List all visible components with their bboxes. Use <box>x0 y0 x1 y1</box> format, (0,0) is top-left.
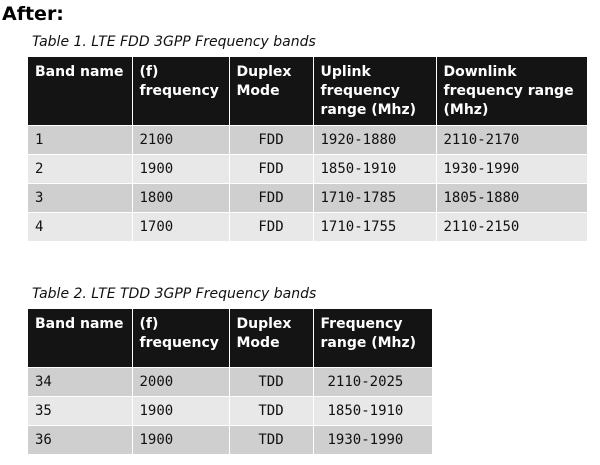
lte-fdd-bands-table <box>28 57 587 241</box>
band-name-cell: 36 <box>28 426 132 455</box>
column-header-frequency-range: Frequency range (Mhz) <box>313 309 432 368</box>
frequency-cell: 1900 <box>132 155 229 184</box>
table-row <box>28 155 587 184</box>
duplex-mode-cell: TDD <box>229 397 313 426</box>
table-1-caption: Table 1. LTE FDD 3GPP Frequency bands <box>32 34 316 50</box>
column-header-duplex-mode: Duplex Mode <box>229 57 313 126</box>
frequency-range-cell: 1930-1990 <box>313 426 432 455</box>
duplex-mode-cell: FDD <box>229 155 313 184</box>
column-header-uplink-range: Uplink frequency range (Mhz) <box>313 57 436 126</box>
column-header-frequency: (f) frequency <box>132 309 229 368</box>
band-name-cell: 34 <box>28 368 132 397</box>
frequency-cell: 1900 <box>132 397 229 426</box>
column-header-band-name: Band name <box>28 309 132 368</box>
column-header-downlink-range: Downlink frequency range (Mhz) <box>436 57 587 126</box>
table-row <box>28 126 587 155</box>
band-name-cell: 35 <box>28 397 132 426</box>
band-name-cell: 1 <box>28 126 132 155</box>
frequency-range-cell: 1850-1910 <box>313 397 432 426</box>
table-row <box>28 397 432 426</box>
duplex-mode-cell: TDD <box>229 426 313 455</box>
duplex-mode-cell: FDD <box>229 126 313 155</box>
column-header-band-name: Band name <box>28 57 132 126</box>
lte-tdd-bands-table <box>28 309 432 454</box>
column-header-frequency: (f) frequency <box>132 57 229 126</box>
downlink-range-cell: 1930-1990 <box>436 155 587 184</box>
downlink-range-cell: 2110-2170 <box>436 126 587 155</box>
table-row <box>28 184 587 213</box>
frequency-cell: 2100 <box>132 126 229 155</box>
column-header-duplex-mode: Duplex Mode <box>229 309 313 368</box>
uplink-range-cell: 1850-1910 <box>313 155 436 184</box>
duplex-mode-cell: TDD <box>229 368 313 397</box>
duplex-mode-cell: FDD <box>229 213 313 242</box>
band-name-cell: 3 <box>28 184 132 213</box>
frequency-cell: 1900 <box>132 426 229 455</box>
table-row <box>28 426 432 455</box>
band-name-cell: 4 <box>28 213 132 242</box>
duplex-mode-cell: FDD <box>229 184 313 213</box>
uplink-range-cell: 1710-1755 <box>313 213 436 242</box>
table-row <box>28 368 432 397</box>
downlink-range-cell: 1805-1880 <box>436 184 587 213</box>
uplink-range-cell: 1920-1880 <box>313 126 436 155</box>
table-row <box>28 213 587 242</box>
frequency-cell: 2000 <box>132 368 229 397</box>
downlink-range-cell: 2110-2150 <box>436 213 587 242</box>
uplink-range-cell: 1710-1785 <box>313 184 436 213</box>
frequency-range-cell: 2110-2025 <box>313 368 432 397</box>
table-2-caption: Table 2. LTE TDD 3GPP Frequency bands <box>32 286 317 302</box>
table-header-row <box>28 309 432 368</box>
frequency-cell: 1800 <box>132 184 229 213</box>
frequency-cell: 1700 <box>132 213 229 242</box>
band-name-cell: 2 <box>28 155 132 184</box>
page-heading: After: <box>2 3 64 25</box>
table-header-row <box>28 57 587 126</box>
